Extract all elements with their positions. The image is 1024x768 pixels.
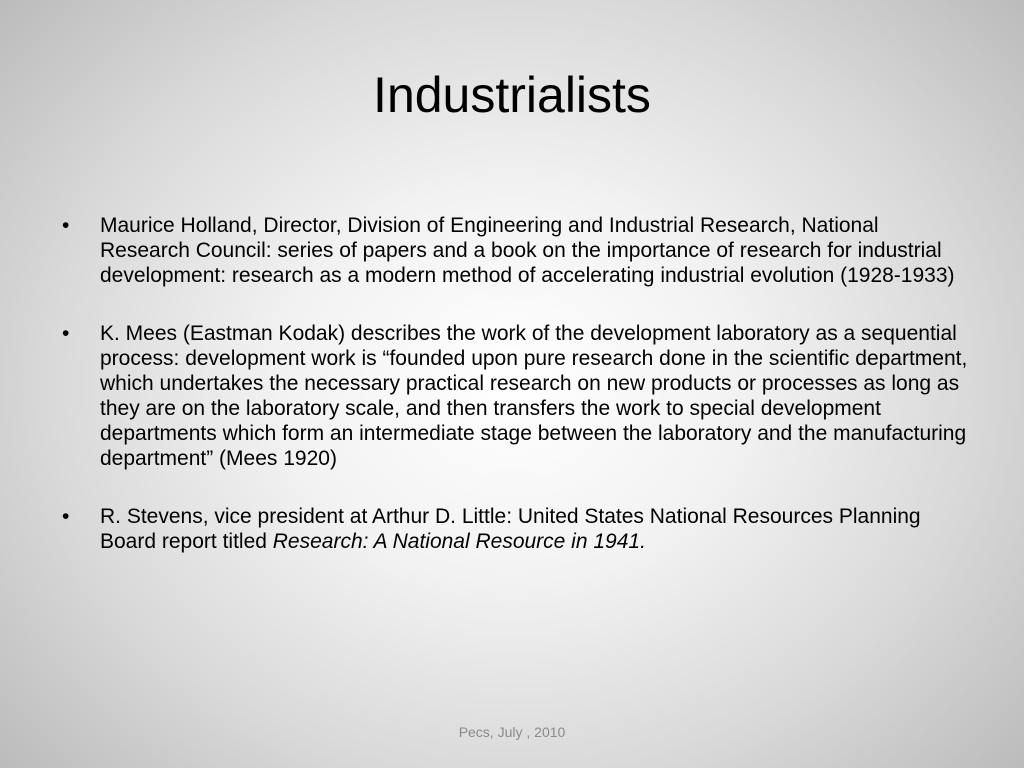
bullet-marker: • bbox=[62, 214, 70, 237]
bullet-italic-text: Research: A National Resource in 1941. bbox=[272, 530, 646, 553]
bullet-marker: • bbox=[62, 322, 70, 345]
bullet-text: R. Stevens, vice president at Arthur D. Little: United States National Resources Planning Board report titled bbox=[100, 505, 921, 553]
bullet-text: K. Mees (Eastman Kodak) describes the work of the development laboratory as a sequential process: development work is “founded upon pure research done in the scientific department, which undertakes the necessary practical research on new products or processes as long as they are on the laboratory scale, and then transfers the work to special development departments which form an intermediate stage between the laboratory and the manufacturing department” (Mees 1920) bbox=[100, 322, 968, 470]
bullet-item bbox=[62, 213, 972, 288]
bullet-marker: • bbox=[62, 505, 70, 528]
bullet-item bbox=[62, 504, 972, 554]
bullet-item bbox=[62, 321, 972, 471]
bullet-text: Maurice Holland, Director, Division of Engineering and Industrial Research, National Research Council: series of papers and a book on the importance of research for industrial development: research as a modern method of accelerating industrial evolution (1928-1933) bbox=[100, 214, 955, 287]
slide-footer: Pecs, July , 2010 bbox=[458, 724, 566, 740]
bullet-list bbox=[62, 213, 972, 587]
slide-title: Industrialists bbox=[373, 67, 651, 123]
